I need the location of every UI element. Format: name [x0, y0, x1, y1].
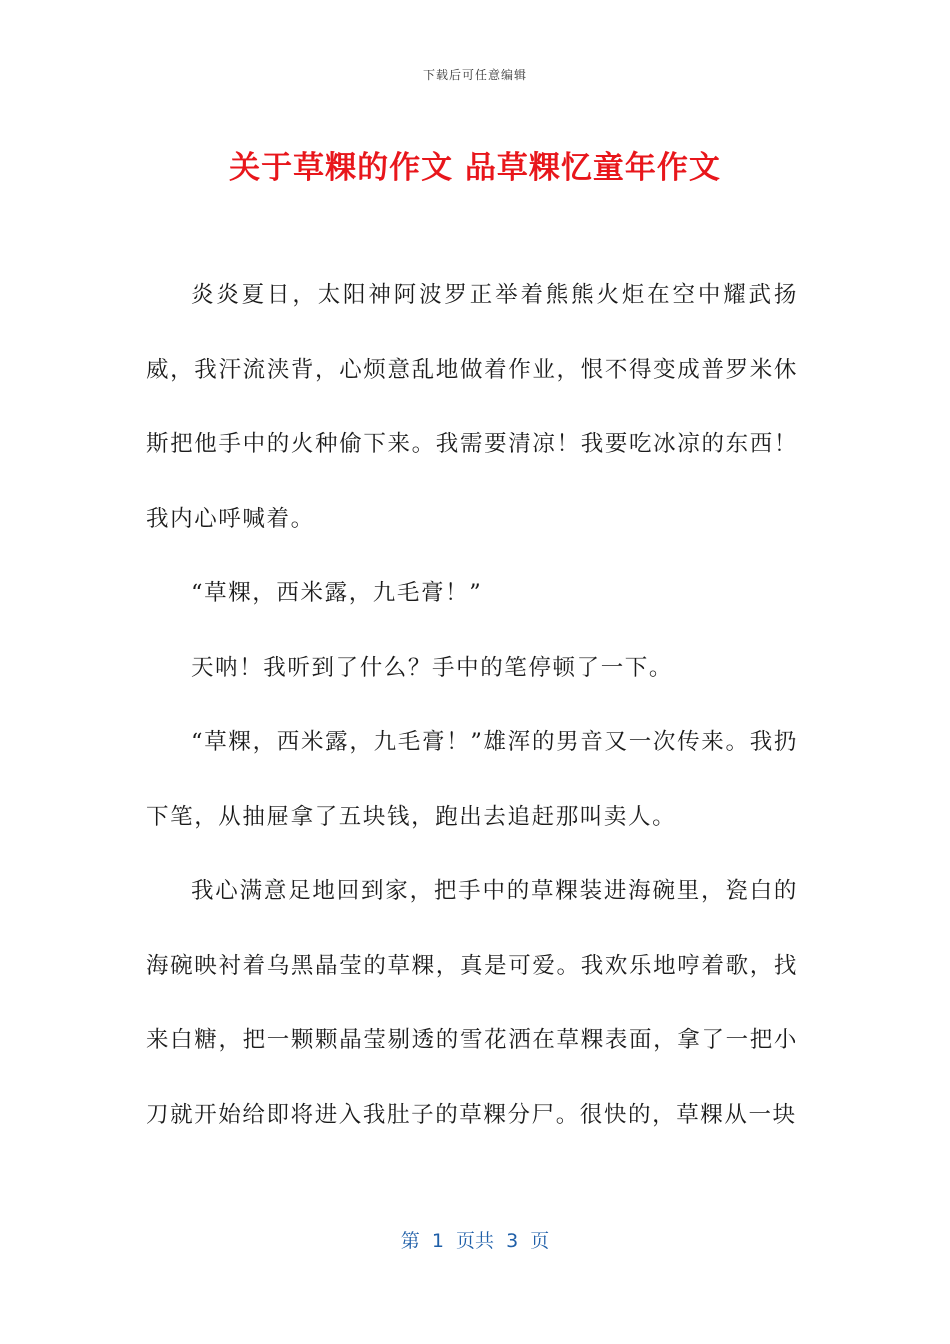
paragraph: 天呐！我听到了什么？手中的笔停顿了一下。 [191, 654, 674, 681]
paragraph: “草粿，西米露，九毛膏！” [191, 580, 483, 606]
header-note: 下载后可任意编辑 [422, 68, 527, 82]
paragraph: 炎炎夏日，太阳神阿波罗正举着熊熊火炬在空中耀武扬威，我汗流浃背，心烦意乱地做着作业，恨不得变成普罗米休斯把他手中的火种偷下来。我需要清凉！我要吃冰凉的东西！我内心呼喊着。 [146, 282, 798, 532]
paragraph: 我心满意足地回到家，把手中的草粿装进海碗里，瓷白的海碗映衬着乌黑晶莹的草粿，真是可爱。我欢乐地哼着歌，找来白糖，把一颗颗晶莹剔透的雪花洒在草粿表面，拿了一把小刀就开始给即将进入我肚子的草粿分尸。很快的，草粿从一块 [146, 878, 798, 1128]
document-body [146, 258, 798, 1152]
paragraph: “草粿，西米露，九毛膏！”雄浑的男音又一次传来。我扔下笔，从抽屉拿了五块钱，跑出去追赶那叫卖人。 [146, 729, 798, 830]
page-number-footer: 第 1 页共 3 页 [400, 1230, 550, 1252]
document-title: 关于草粿的作文 品草粿忆童年作文 [229, 150, 721, 186]
